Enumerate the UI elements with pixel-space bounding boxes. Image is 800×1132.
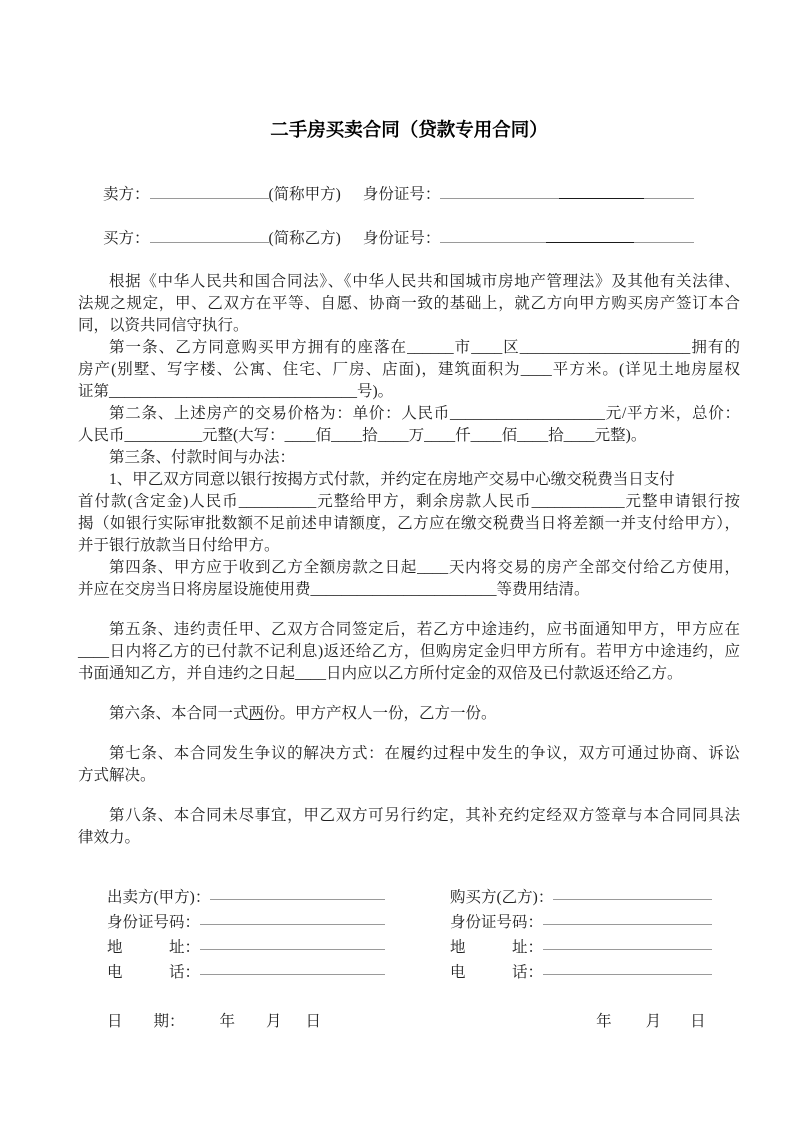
buyer-address-label: 地 址： [450,939,544,956]
blank-line [543,935,712,950]
clause-1-line: 第一条、乙方同意购买甲方拥有的座落在______市____区______________________拥有的 [109,339,740,356]
clause-4-line: 第四条、甲方应于收到乙方全额房款之日起____天内将交易的房产全部交付给乙方使用， [109,559,740,576]
clause-6-line [78,703,740,725]
buyer-idno-label: 身份证号码： [450,914,544,931]
buyer-idno-row [450,910,712,935]
seller-id-blank-dark [559,184,644,199]
seller-idno-row [107,910,385,935]
blank-line [200,935,385,950]
clause-3-line: 并于银行放款当日付给甲方。 [78,537,280,554]
clause-1-line: 证第________________________________号)。 [78,383,394,400]
seller-name-blank [150,184,269,199]
blank-line [210,885,385,900]
spacer [341,242,363,243]
buyer-label: 买方： [103,230,150,247]
date-row [78,1011,740,1033]
seller-phone-label: 电 话： [107,964,201,981]
seller-phone-row [107,960,385,985]
seller-name-row [107,885,385,910]
clause-6-text: 第六条、本合同一式 [109,705,249,722]
buyer-phone-row [450,960,712,985]
seller-id-label: 身份证号： [362,186,441,203]
blank-line [543,960,712,975]
clause-5-line: ____日内将乙方的已付款不记利息)返还给乙方，但购房定金归甲方所有。若甲方中途违约，应 [78,643,740,660]
clause-3-line: 第三条、付款时间与办法： [109,449,296,466]
preamble-line: 根据《中华人民共和国合同法》、《中华人民共和国城市房地产管理法》及其他有关法律、 [109,273,740,290]
clause-3-line: 揭（如银行实际审批数额不足前述申请额度，乙方应在缴交税费当日将差额一并支付给甲方）， [78,515,740,532]
seller-sign-label: 出卖方(甲方)： [107,889,211,906]
blank-line [543,910,712,925]
seller-row [103,184,740,205]
spacer [341,198,363,199]
clause-5-line: 第五条、违约责任甲、乙双方合同签定后，若乙方中途违约，应书面通知甲方，甲方应在 [109,621,740,638]
seller-address-label: 地 址： [107,939,201,956]
blank-line [200,910,385,925]
seller-address-row [107,935,385,960]
buyer-address-row [450,935,712,960]
clause-7-line: 方式解决。 [78,767,156,784]
month-label: 月 [645,1013,662,1030]
clause-1-line: 房产(别墅、写字楼、公寓、住宅、厂房、店面)，建筑面积为____平方米。(详见土地房屋权 [78,361,740,378]
seller-label: 卖方： [103,186,150,203]
buyer-name-row [450,885,712,910]
buyer-signature-column [450,885,712,985]
buyer-id-blank-dark [546,228,634,243]
clause-6-text: 份。甲方产权人一份，乙方一份。 [264,705,497,722]
blank-line [200,960,385,975]
clause-3-line: 首付款(含定金)人民币__________元整给甲方，剩余房款人民币____________元整申请银行按 [78,493,740,510]
clause-8-line: 律效力。 [78,829,141,846]
page-title: 二手房买卖合同（贷款专用合同） [270,121,548,141]
clause-2-line: 第二条、上述房产的交易价格为：单价：人民币____________________元/平方米，总价： [109,405,740,422]
buyer-name-blank [150,228,269,243]
seller-idno-label: 身份证号码： [107,914,201,931]
signature-block [78,885,740,985]
buyer-id-label: 身份证号： [362,230,441,247]
buyer-id-blank [634,228,694,243]
seller-id-blank [644,184,694,199]
preamble-line: 法规之规定，甲、乙双方在平等、自愿、协商一致的基础上，就乙方向甲方购买房产签订本合 [78,295,740,312]
clause-7-line: 第七条、本合同发生争议的解决方式：在履约过程中发生的争议，双方可通过协商、诉讼 [109,745,740,762]
clause-4-line: 并应在交房当日将房屋设施使用费________________________等费用结清。 [78,581,590,598]
clause-3-line: 1、甲乙双方同意以银行按揭方式付款，并约定在房地产交易中心缴交税费当日支付 [109,471,675,488]
buyer-phone-label: 电 话： [450,964,544,981]
year-label: 年 [219,1013,236,1030]
seller-id-blank [440,184,559,199]
buyer-id-blank [440,228,546,243]
preamble-line: 同，以资共同信守执行。 [78,317,249,334]
clause-2-line: 人民币__________元整(大写：____佰____拾____万____仟____佰____拾____元整)。 [78,427,647,444]
day-label: 日 [305,1013,322,1030]
contract-body [78,271,740,849]
buyer-row [103,228,740,249]
seller-alias: (简称甲方) [268,186,341,203]
buyer-alias: (简称乙方) [268,230,341,247]
blank-line [553,885,712,900]
year-label: 年 [596,1013,612,1030]
clause-5-line: 书面通知乙方，并自违约之日起____日内应以乙方所付定金的双倍及已付款返还给乙方。 [78,665,683,682]
clause-8-line: 第八条、本合同未尽事宜，甲乙双方可另行约定，其补充约定经双方签章与本合同同具法 [109,807,740,824]
seller-signature-column [107,885,385,985]
day-label: 日 [690,1013,706,1030]
month-label: 月 [266,1013,282,1030]
buyer-sign-label: 购买方(乙方)： [450,889,554,906]
date-label: 日 期： [107,1013,185,1030]
clause-6-underlined-word: 两 [248,705,265,722]
